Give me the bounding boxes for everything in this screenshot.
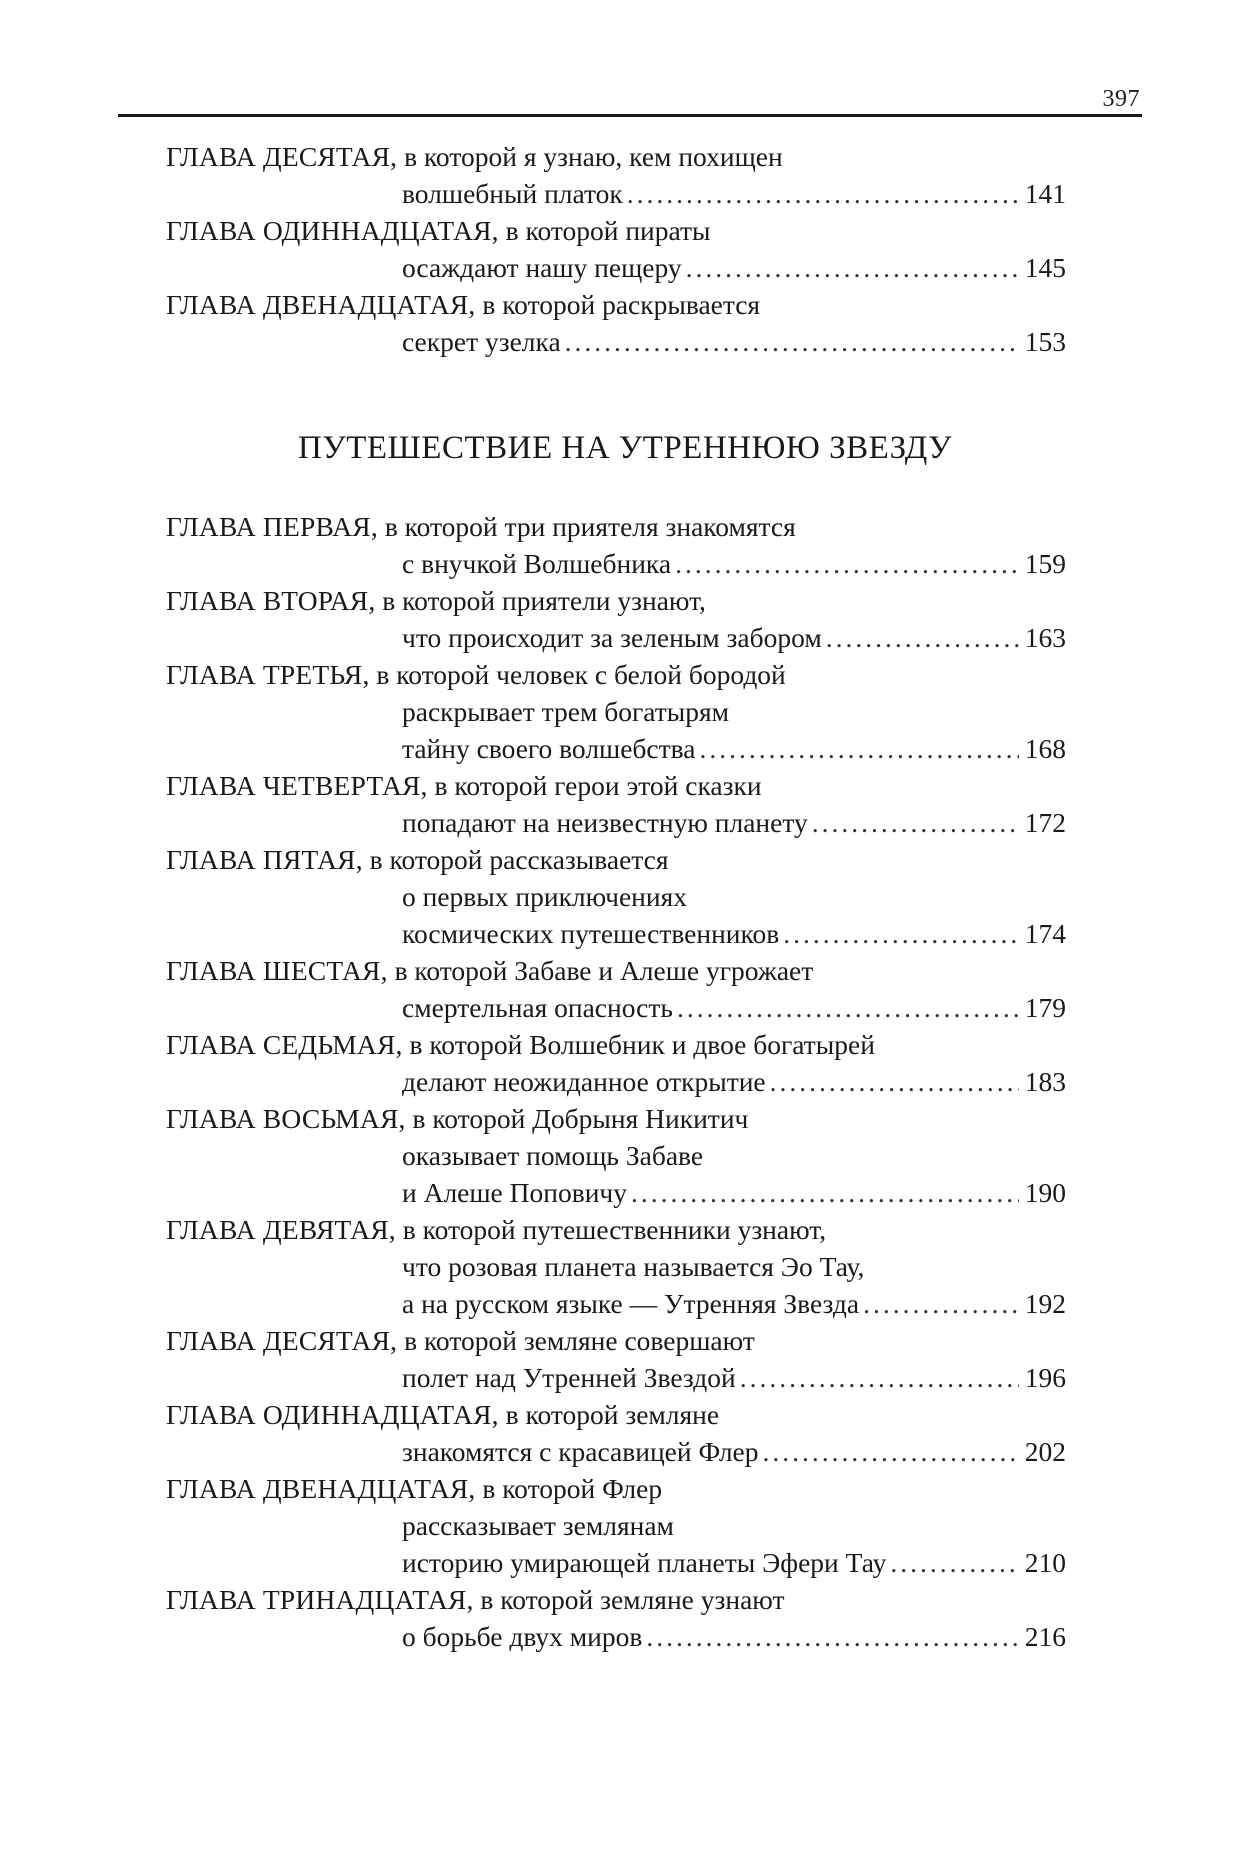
dot-leader [677, 989, 1019, 1026]
page-reference: 190 [1024, 1177, 1066, 1208]
chapter-description: в которой земляне совершают [397, 1325, 755, 1356]
toc-entry-heading [166, 1581, 1066, 1618]
page-reference: 172 [1024, 807, 1066, 838]
chapter-name: ГЛАВА ЧЕТВЕРТАЯ, [166, 770, 428, 801]
toc-entry-last-line [166, 804, 1066, 841]
toc-entry [166, 767, 1066, 841]
toc-entry [166, 138, 1066, 212]
chapter-description-line: тайну своего волшебства [402, 733, 696, 764]
chapter-description: в которой Забаве и Алеше угрожает [387, 955, 814, 986]
toc-entry-last-line [166, 1063, 1066, 1100]
toc-entry [166, 1581, 1066, 1655]
toc-entry [166, 1100, 1066, 1211]
dot-leader [675, 545, 1019, 582]
chapter-description: в которой рассказывается [362, 844, 669, 875]
chapter-description-line: секрет узелка [402, 326, 561, 357]
dot-leader [812, 804, 1019, 841]
dot-leader [646, 1618, 1018, 1655]
toc-entry-heading [166, 1322, 1066, 1359]
chapter-description-line: осаждают нашу пещеру [402, 252, 682, 283]
chapter-name: ГЛАВА ДЕВЯТАЯ, [166, 1214, 396, 1245]
chapter-name: ГЛАВА ПЯТАЯ, [166, 844, 363, 875]
toc-entry-heading [166, 767, 1066, 804]
chapter-description-line: раскрывает трем богатырям [402, 696, 730, 727]
toc-entry [166, 841, 1066, 952]
toc-entry-last-line [166, 730, 1066, 767]
page-reference: 153 [1024, 326, 1066, 357]
toc-entry-last-line [166, 619, 1066, 656]
toc-entry [166, 582, 1066, 656]
chapter-description-line: волшебный платок [402, 178, 623, 209]
dot-leader [783, 915, 1019, 952]
chapter-description: в которой я узнаю, кем похищен [397, 141, 783, 172]
page-reference: 163 [1024, 622, 1066, 653]
toc-entry-heading [166, 841, 1066, 878]
dot-leader [631, 1174, 1019, 1211]
toc-entry [166, 212, 1066, 286]
section-title: ПУТЕШЕСТВИЕ НА УТРЕННЮЮ ЗВЕЗДУ [298, 430, 952, 466]
chapter-description: в которой раскрывается [475, 289, 761, 320]
dot-leader [890, 1544, 1018, 1581]
page-reference: 145 [1024, 252, 1066, 283]
toc-entry-last-line [166, 1618, 1066, 1655]
toc-entry-last-line [166, 1544, 1066, 1581]
chapter-description: в которой Флер [475, 1473, 663, 1504]
chapter-name: ГЛАВА СЕДЬМАЯ, [166, 1029, 403, 1060]
chapter-description-line: о борьбе двух миров [402, 1621, 643, 1652]
toc-entry-last-line [166, 175, 1066, 212]
page-reference: 216 [1024, 1621, 1066, 1652]
chapter-description: в которой земляне узнают [473, 1584, 785, 1615]
toc-entry-heading [166, 1100, 1066, 1137]
page-reference: 196 [1024, 1362, 1066, 1393]
chapter-description: в которой человек с белой бородой [369, 659, 786, 690]
chapter-description-line: а на русском языке — Утренняя Звезда [402, 1288, 860, 1319]
chapter-description-line: попадают на неизвестную планету [402, 807, 808, 838]
chapter-description: в которой земляне [498, 1399, 720, 1430]
toc-entry [166, 1396, 1066, 1470]
dot-leader [863, 1285, 1019, 1322]
chapter-name: ГЛАВА ТРИНАДЦАТАЯ, [166, 1584, 474, 1615]
chapter-name: ГЛАВА ВОСЬМАЯ, [166, 1103, 406, 1134]
header-rule [118, 114, 1142, 117]
toc-entry [166, 1322, 1066, 1396]
chapter-description: в которой Волшебник и двое богатырей [402, 1029, 875, 1060]
chapter-description-line: и Алеше Поповичу [402, 1177, 627, 1208]
toc-entry-heading [166, 1470, 1066, 1507]
page-reference: 174 [1024, 918, 1066, 949]
chapter-description: в которой три приятеля знакомятся [377, 511, 796, 542]
toc-entry-heading [166, 212, 1066, 249]
chapter-description-line: смертельная опасность [402, 992, 673, 1023]
chapter-name: ГЛАВА ДЕСЯТАЯ, [166, 1325, 398, 1356]
chapter-description: в которой путешественники узнают, [395, 1214, 827, 1245]
chapter-name: ГЛАВА ШЕСТАЯ, [166, 955, 388, 986]
chapter-name: ГЛАВА ДВЕНАДЦАТАЯ, [166, 289, 476, 320]
dot-leader [826, 619, 1019, 656]
page-reference: 159 [1024, 548, 1066, 579]
page-reference: 168 [1024, 733, 1066, 764]
dot-leader [763, 1433, 1019, 1470]
chapter-description-line: о первых приключениях [402, 881, 688, 912]
toc-entry-heading [166, 508, 1066, 545]
toc-entry [166, 1026, 1066, 1100]
chapter-description: в которой приятели узнают, [375, 585, 706, 616]
chapter-description-line: что розовая планета называется Эо Тау, [402, 1251, 865, 1282]
toc-entry-last-line [166, 915, 1066, 952]
chapter-name: ГЛАВА ОДИННАДЦАТАЯ, [166, 215, 499, 246]
dot-leader [770, 1063, 1019, 1100]
toc-section-previous [166, 138, 1066, 360]
chapter-description: в которой герои этой сказки [427, 770, 762, 801]
page-reference: 179 [1024, 992, 1066, 1023]
toc-entry-last-line [166, 545, 1066, 582]
dot-leader [627, 175, 1019, 212]
toc-entry-last-line [166, 1285, 1066, 1322]
toc-entry-heading [166, 952, 1066, 989]
toc-entry [166, 1470, 1066, 1581]
chapter-name: ГЛАВА ДВЕНАДЦАТАЯ, [166, 1473, 476, 1504]
chapter-name: ГЛАВА ВТОРАЯ, [166, 585, 376, 616]
chapter-description-line: делают неожиданное открытие [402, 1066, 766, 1097]
toc-entry-heading [166, 1026, 1066, 1063]
page-reference: 192 [1024, 1288, 1066, 1319]
page-reference: 141 [1024, 178, 1066, 209]
toc-entry-heading [166, 1211, 1066, 1248]
toc-entry-heading [166, 1396, 1066, 1433]
toc-entry [166, 656, 1066, 767]
chapter-description-line: космических путешественников [402, 918, 780, 949]
toc-entry-last-line [166, 1359, 1066, 1396]
page-reference: 210 [1024, 1547, 1066, 1578]
toc-entry [166, 1211, 1066, 1322]
toc-entry-heading [166, 656, 1066, 693]
dot-leader [699, 730, 1018, 767]
chapter-name: ГЛАВА ДЕСЯТАЯ, [166, 141, 398, 172]
chapter-description-line: с внучкой Волшебника [402, 548, 672, 579]
chapter-description-line: рассказывает землянам [402, 1510, 674, 1541]
toc-entry-heading [166, 582, 1066, 619]
toc-entry-last-line [166, 249, 1066, 286]
toc-entry-last-line [166, 1174, 1066, 1211]
toc-section-main [166, 508, 1066, 1655]
toc-entry-heading [166, 138, 1066, 175]
page-reference: 202 [1024, 1436, 1066, 1467]
dot-leader [686, 249, 1019, 286]
dot-leader [565, 323, 1019, 360]
toc-entry-heading [166, 286, 1066, 323]
toc-entry-last-line [166, 1433, 1066, 1470]
toc-entry [166, 286, 1066, 360]
chapter-description-line: знакомятся с красавицей Флер [402, 1436, 759, 1467]
chapter-description: в которой Добрыня Никитич [405, 1103, 749, 1134]
chapter-description-line: историю умирающей планеты Эфери Тау [402, 1547, 887, 1578]
chapter-description-line: что происходит за зеленым забором [402, 622, 822, 653]
chapter-name: ГЛАВА ПЕРВАЯ, [166, 511, 378, 542]
page-reference: 183 [1024, 1066, 1066, 1097]
chapter-description-line: полет над Утренней Звездой [402, 1362, 736, 1393]
toc-entry [166, 952, 1066, 1026]
chapter-name: ГЛАВА ТРЕТЬЯ, [166, 659, 370, 690]
chapter-description: в которой пираты [498, 215, 711, 246]
chapter-name: ГЛАВА ОДИННАДЦАТАЯ, [166, 1399, 499, 1430]
page-number: 397 [1102, 86, 1140, 112]
dot-leader [740, 1359, 1019, 1396]
toc-entry-last-line [166, 989, 1066, 1026]
chapter-description-line: оказывает помощь Забаве [402, 1140, 704, 1171]
toc-entry-last-line [166, 323, 1066, 360]
toc-entry [166, 508, 1066, 582]
